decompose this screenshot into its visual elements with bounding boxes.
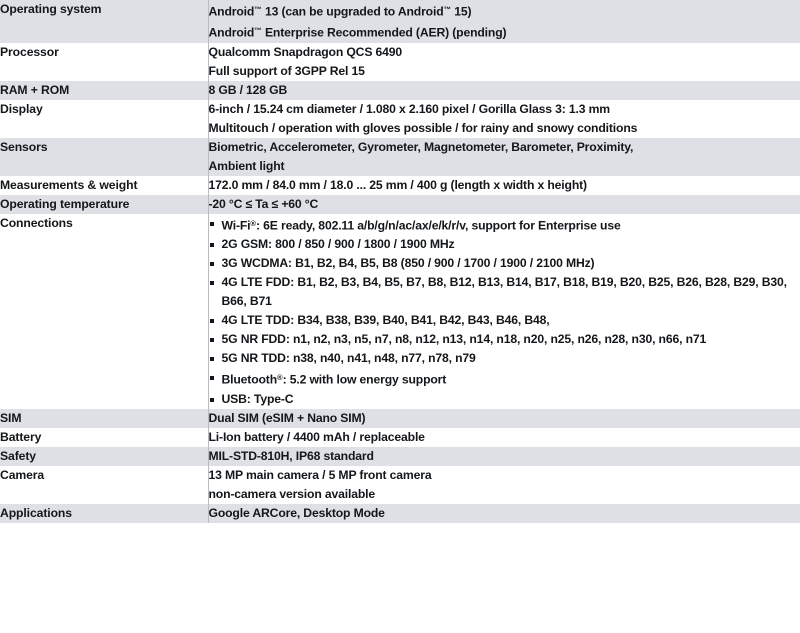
spec-value-line: Multitouch / operation with gloves possible / for rainy and snowy conditions bbox=[208, 120, 638, 135]
spec-label-cell: Measurements & weight bbox=[0, 177, 138, 192]
list-item bbox=[209, 254, 800, 273]
spec-value-line: Biometric, Accelerometer, Gyrometer, Magnetometer, Barometer, Proximity, bbox=[208, 139, 634, 154]
list-item-text: Wi-Fi®: 6E ready, 802.11 a/b/g/n/ac/ax/e/k/r/v, support for Enterprise use bbox=[221, 218, 621, 233]
spec-value-line: 172.0 mm / 84.0 mm / 18.0 ... 25 mm / 400 g (length x width x height) bbox=[208, 177, 587, 192]
spec-value-cell bbox=[208, 81, 800, 100]
table-row bbox=[0, 176, 800, 195]
spec-value-cell bbox=[208, 100, 800, 138]
table-row bbox=[0, 466, 800, 504]
table-row bbox=[0, 81, 800, 100]
spec-value-line: Android™ 13 (can be upgraded to Android™ 15) bbox=[208, 4, 472, 19]
list-item-text: 2G GSM: 800 / 850 / 900 / 1800 / 1900 MHz bbox=[221, 237, 455, 252]
registered-icon: ® bbox=[277, 373, 283, 383]
spec-label-cell: Operating temperature bbox=[0, 196, 130, 211]
spec-value-line: 8 GB / 128 GB bbox=[208, 82, 288, 97]
spec-value-cell bbox=[208, 195, 800, 214]
spec-value-line: Ambient light bbox=[208, 158, 285, 173]
spec-value-line: 13 MP main camera / 5 MP front camera bbox=[208, 467, 432, 482]
table-row bbox=[0, 195, 800, 214]
spec-value-line: Google ARCore, Desktop Mode bbox=[208, 505, 385, 520]
spec-value-line: non-camera version available bbox=[208, 486, 376, 501]
trademark-icon: ™ bbox=[443, 5, 452, 14]
list-item bbox=[209, 273, 800, 311]
table-row bbox=[0, 0, 800, 43]
list-item bbox=[209, 349, 800, 368]
spec-label-cell: Safety bbox=[0, 448, 36, 463]
table-row bbox=[0, 447, 800, 466]
list-item-text: 3G WCDMA: B1, B2, B4, B5, B8 (850 / 900 / 1700 / 1900 / 2100 MHz) bbox=[221, 256, 595, 271]
spec-value-cell bbox=[208, 466, 800, 504]
list-item bbox=[209, 214, 800, 235]
spec-label-cell: Connections bbox=[0, 215, 73, 230]
table-row bbox=[0, 504, 800, 523]
connections-bullet-list bbox=[209, 214, 800, 409]
spec-value-cell bbox=[208, 214, 800, 409]
spec-value-line: Dual SIM (eSIM + Nano SIM) bbox=[208, 410, 366, 425]
table-row bbox=[0, 428, 800, 447]
spec-value-cell bbox=[208, 504, 800, 523]
spec-label-cell: RAM + ROM bbox=[0, 82, 70, 97]
spec-value-cell bbox=[208, 428, 800, 447]
trademark-icon: ™ bbox=[254, 26, 262, 36]
spec-label-cell: Display bbox=[0, 101, 43, 116]
spec-label-cell: Battery bbox=[0, 429, 42, 444]
list-item bbox=[209, 330, 800, 349]
list-item-text: 4G LTE FDD: B1, B2, B3, B4, B5, B7, B8, B12, B13, B14, B17, B18, B19, B20, B25, B26, B28, B29, B30, B66, B71 bbox=[221, 275, 787, 309]
spec-value-line: -20 °C ≤ Ta ≤ +60 °C bbox=[208, 196, 319, 211]
list-item bbox=[209, 311, 800, 330]
spec-value-line: Full support of 3GPP Rel 15 bbox=[208, 63, 365, 78]
spec-value-cell bbox=[208, 138, 800, 176]
spec-label-cell: Camera bbox=[0, 467, 45, 482]
list-item-text: 4G LTE TDD: B34, B38, B39, B40, B41, B42, B43, B46, B48, bbox=[221, 313, 550, 328]
spec-value-line: MIL-STD-810H, IP68 standard bbox=[208, 448, 374, 463]
table-row bbox=[0, 138, 800, 176]
spec-value-cell bbox=[208, 409, 800, 428]
spec-value-cell bbox=[208, 176, 800, 195]
trademark-icon: ™ bbox=[254, 5, 262, 14]
spec-value-line: 6-inch / 15.24 cm diameter / 1.080 x 2.160 pixel / Gorilla Glass 3: 1.3 mm bbox=[208, 101, 610, 116]
spec-label-cell: Processor bbox=[0, 44, 59, 59]
list-item-text: Bluetooth®: 5.2 with low energy support bbox=[221, 372, 447, 387]
list-item bbox=[209, 390, 800, 409]
spec-label-cell: SIM bbox=[0, 410, 22, 425]
list-item-text: 5G NR TDD: n38, n40, n41, n48, n77, n78, n79 bbox=[221, 351, 476, 366]
list-item bbox=[209, 368, 800, 389]
spec-value-cell bbox=[208, 447, 800, 466]
spec-label-cell: Operating system bbox=[0, 2, 102, 16]
spec-label-cell: Applications bbox=[0, 505, 72, 520]
list-item-text: 5G NR FDD: n1, n2, n3, n5, n7, n8, n12, n13, n14, n18, n20, n25, n26, n28, n30, n66, n71 bbox=[221, 332, 707, 347]
spec-value-line: Android™ Enterprise Recommended (AER) (pending) bbox=[208, 25, 507, 40]
spec-value-line: Li-Ion battery / 4400 mAh / replaceable bbox=[208, 429, 425, 444]
spec-value-line: Qualcomm Snapdragon QCS 6490 bbox=[208, 44, 403, 59]
spec-value-cell bbox=[208, 0, 800, 43]
spec-value-cell bbox=[208, 43, 800, 81]
table-row bbox=[0, 43, 800, 81]
table-row bbox=[0, 214, 800, 409]
list-item-text: USB: Type-C bbox=[221, 391, 294, 406]
table-row bbox=[0, 100, 800, 138]
list-item bbox=[209, 235, 800, 254]
table-row bbox=[0, 409, 800, 428]
spec-label-cell: Sensors bbox=[0, 139, 48, 154]
registered-icon: ® bbox=[250, 218, 256, 228]
